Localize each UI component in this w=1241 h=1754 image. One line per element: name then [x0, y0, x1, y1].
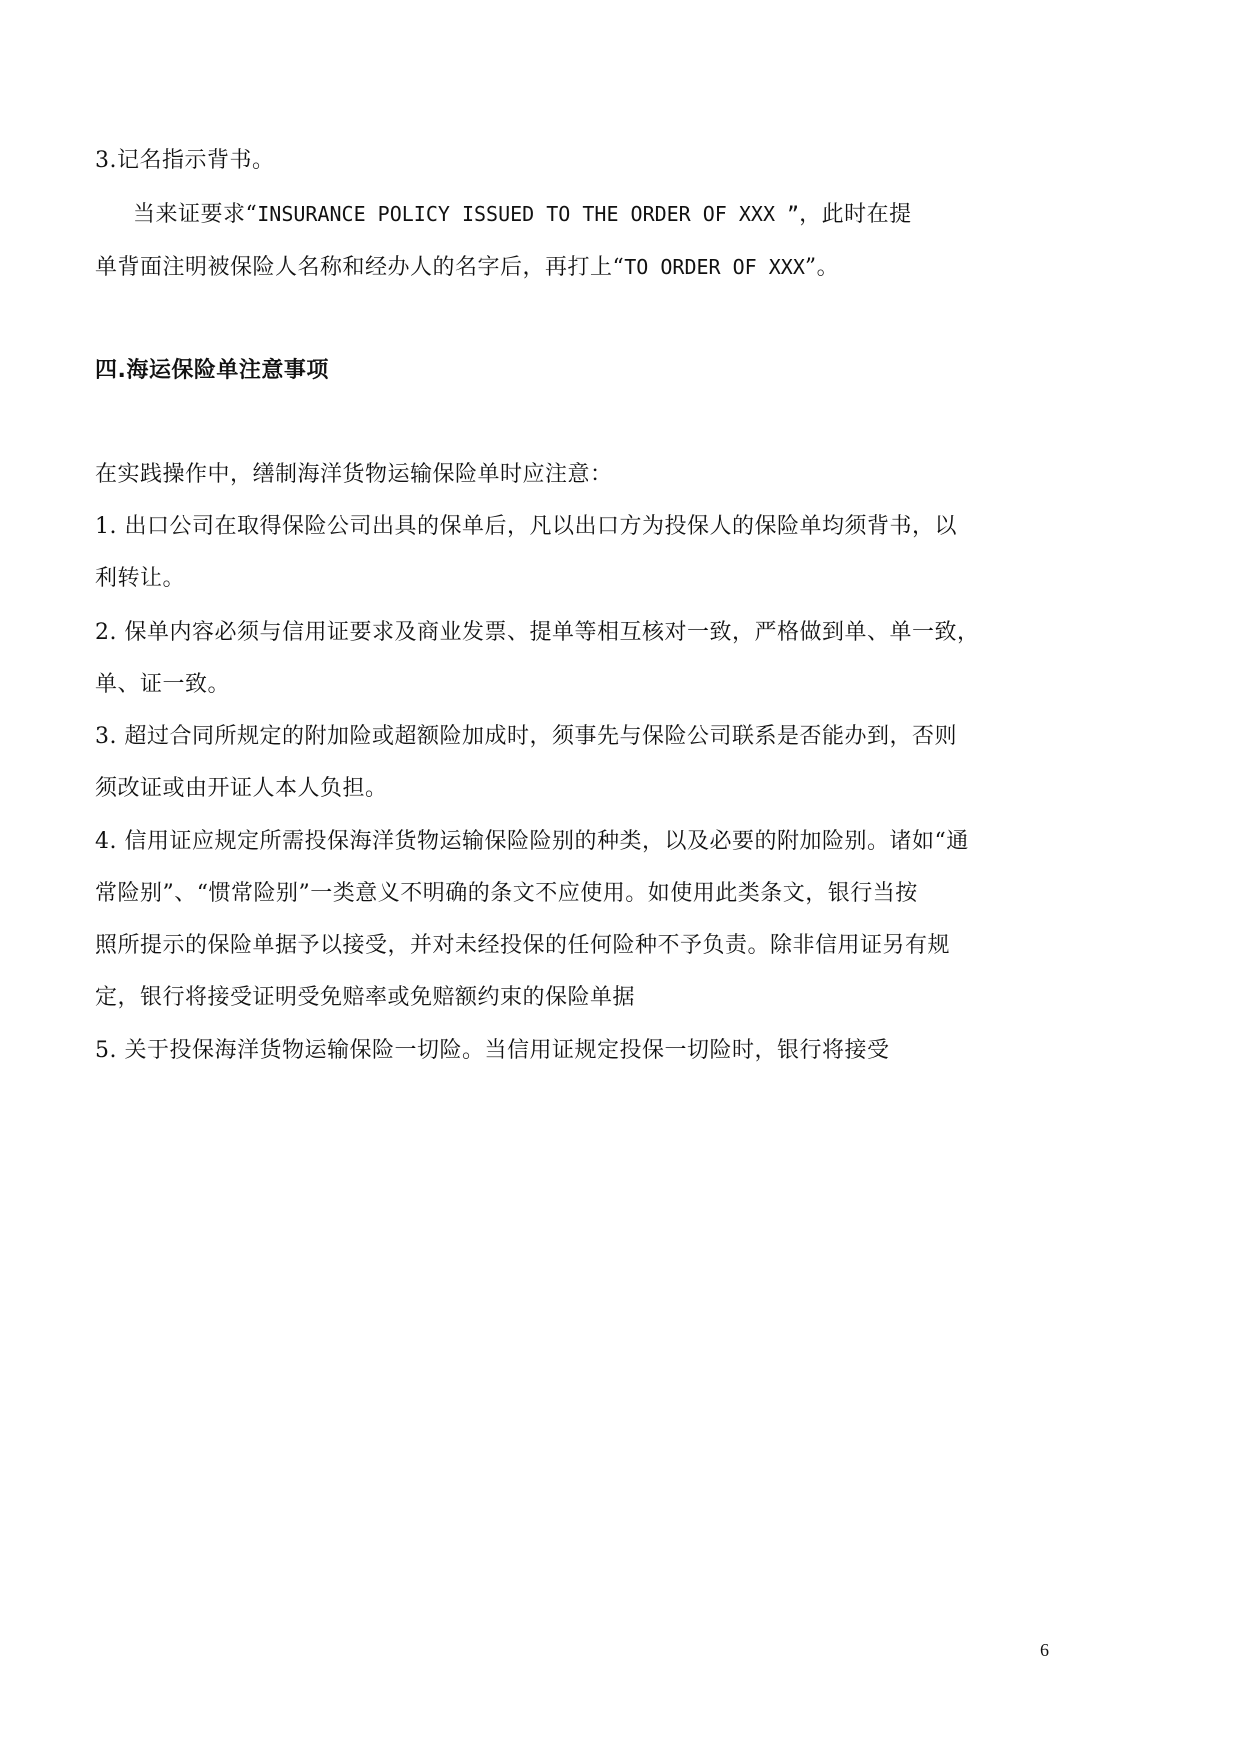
para-line2-prefix: 单背面注明被保险人名称和经办人的名字后，再打上“ [95, 255, 625, 280]
section3-paragraph-line1 [133, 199, 1133, 230]
section3-item-title: 3.记名指示背书。 [95, 148, 275, 173]
item-1-line1: 1. 出口公司在取得保险公司出具的保单后，凡以出口方为投保人的保险单均须背书，以 [95, 514, 957, 539]
item-3-line1: 3. 超过合同所规定的附加险或超额险加成时，须事先与保险公司联系是否能办到，否则 [95, 724, 957, 749]
item-4-line1: 4. 信用证应规定所需投保海洋货物运输保险险别的种类，以及必要的附加险别。诸如“通 [95, 829, 969, 854]
order-text: TO ORDER OF XXX [624, 255, 805, 279]
intro-text: 在实践操作中，缮制海洋货物运输保险单时应注意： [95, 462, 613, 487]
item-1-line2: 利转让。 [95, 566, 186, 591]
para-prefix: 当来证要求“ [133, 202, 258, 227]
para-suffix: ，此时在提 [799, 202, 912, 227]
item-4-line2: 常险别”、“惯常险别”一类意义不明确的条文不应使用。如使用此类条文，银行当按 [95, 881, 918, 906]
section3-paragraph-line2 [95, 252, 1095, 283]
item-2-line2: 单、证一致。 [95, 672, 231, 697]
page-number: 6 [1040, 1640, 1049, 1660]
item-4-line4: 定，银行将接受证明受免赔率或免赔额约束的保险单据 [95, 985, 636, 1010]
item-4-line3: 照所提示的保险单据予以接受，并对未经投保的任何险种不予负责。除非信用证另有规 [95, 933, 951, 958]
section-heading: 四.海运保险单注意事项 [95, 358, 329, 383]
policy-text: INSURANCE POLICY ISSUED TO THE ORDER OF XXX ” [257, 202, 800, 226]
para-line2-suffix: ”。 [804, 255, 840, 280]
item-2-line1: 2. 保单内容必须与信用证要求及商业发票、提单等相互核对一致，严格做到单、单一致， [95, 620, 980, 645]
item-3-line2: 须改证或由开证人本人负担。 [95, 776, 388, 801]
item-5-line1: 5. 关于投保海洋货物运输保险一切险。当信用证规定投保一切险时，银行将接受 [95, 1038, 890, 1063]
